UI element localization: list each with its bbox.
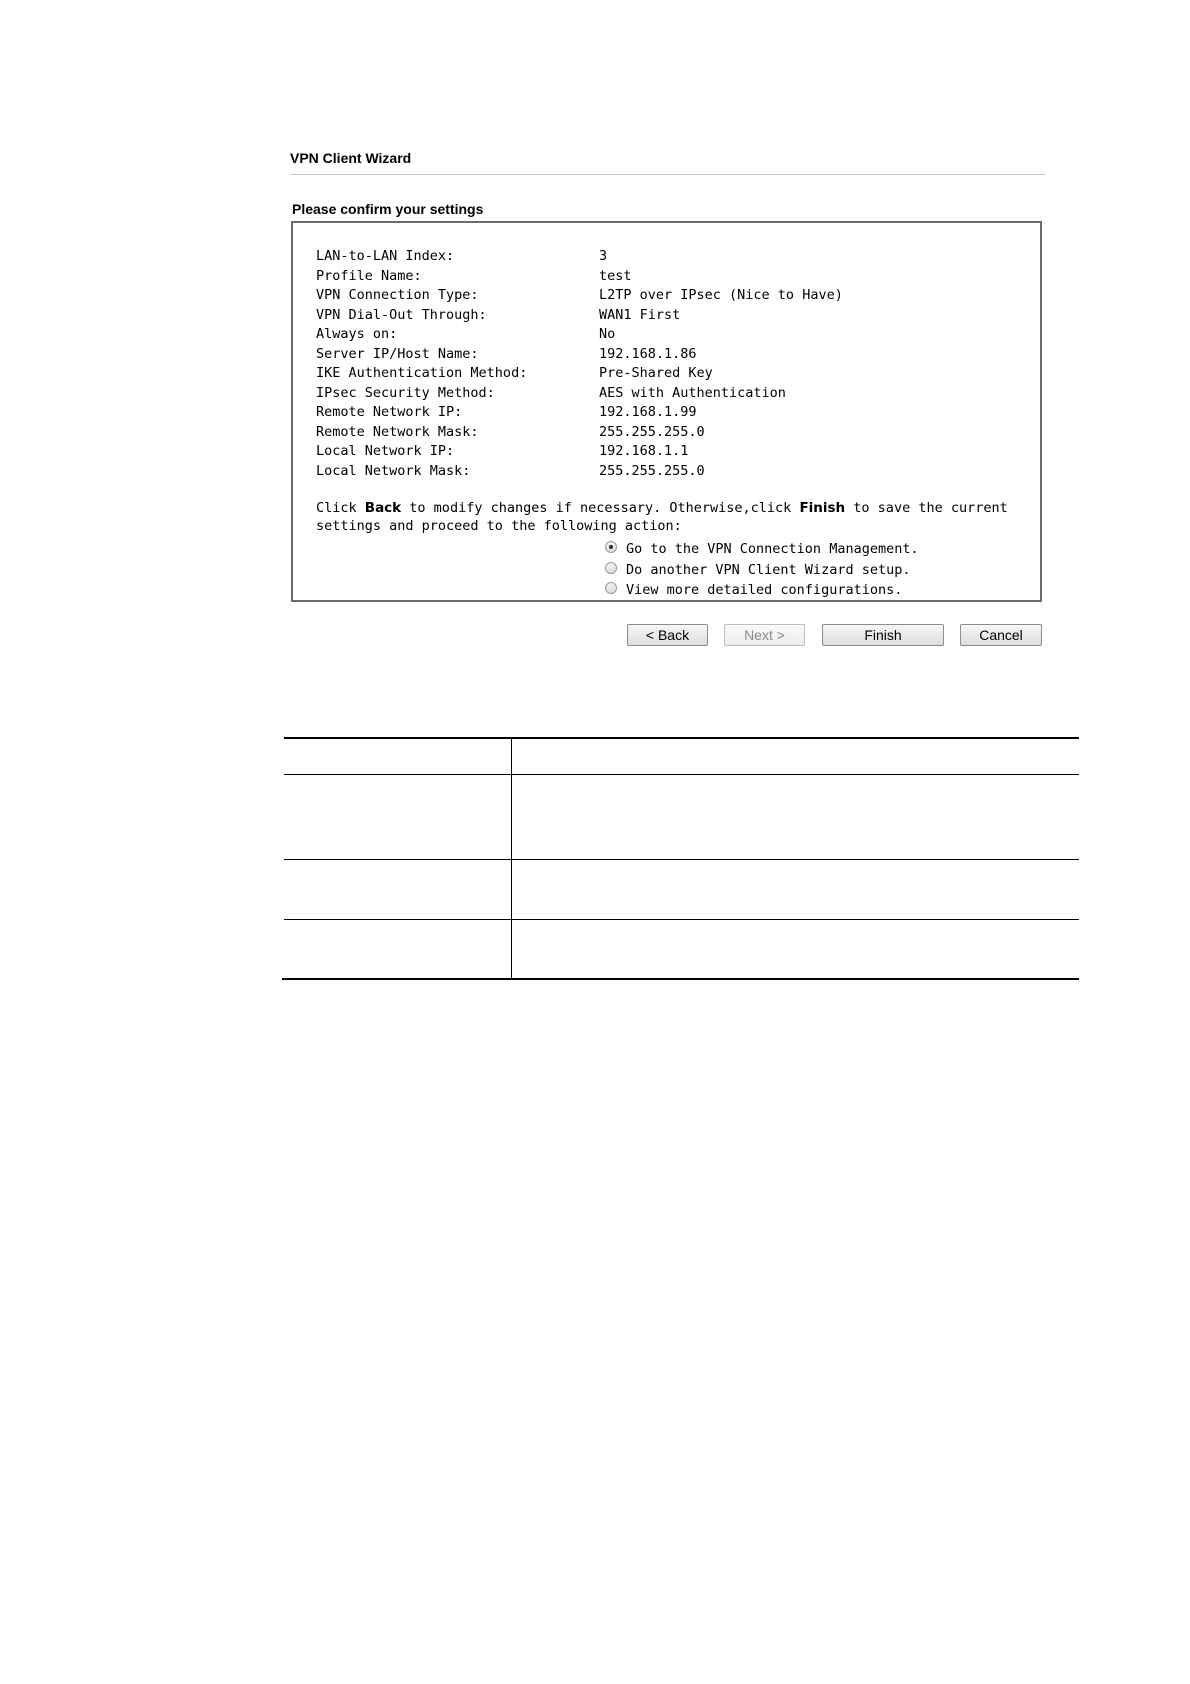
radio-button[interactable]	[605, 582, 617, 594]
radio-button[interactable]	[605, 562, 617, 574]
action-option-vpn-management[interactable]	[605, 539, 919, 560]
setting-row	[316, 306, 843, 326]
table-row-rule	[284, 919, 1079, 920]
setting-value: WAN1 First	[599, 306, 681, 323]
setting-label: Server IP/Host Name:	[316, 345, 479, 362]
setting-label: VPN Connection Type:	[316, 287, 479, 303]
settings-list	[316, 247, 843, 481]
setting-row	[316, 442, 843, 462]
table-column-divider	[511, 737, 512, 980]
table-bottom-rule	[282, 978, 1079, 980]
table-top-rule	[284, 737, 1079, 739]
setting-value: 192.168.1.86	[599, 345, 697, 362]
instructions-finish-word: Finish	[799, 500, 846, 516]
setting-label: Remote Network Mask:	[316, 423, 479, 440]
table-header-rule	[284, 774, 1079, 775]
setting-row	[316, 325, 843, 345]
setting-row	[316, 423, 843, 443]
action-option-label: View more detailed configurations.	[626, 582, 903, 598]
instructions-part1: Click	[316, 500, 365, 516]
settings-panel	[291, 221, 1042, 602]
cancel-button[interactable]: Cancel	[960, 624, 1042, 646]
instructions-back-word: Back	[364, 500, 402, 516]
next-button[interactable]: Next >	[724, 624, 805, 646]
wizard-title: VPN Client Wizard	[290, 150, 412, 166]
setting-value: 255.255.255.0	[599, 423, 705, 440]
setting-value: Pre-Shared Key	[599, 365, 713, 381]
instructions-text	[316, 499, 1026, 535]
action-radio-group	[605, 539, 919, 601]
back-button[interactable]: < Back	[627, 624, 708, 646]
setting-value: L2TP over IPsec (Nice to Have)	[599, 287, 843, 303]
setting-label: VPN Dial-Out Through:	[316, 306, 487, 323]
setting-label: Local Network Mask:	[316, 462, 471, 479]
setting-label: Profile Name:	[316, 267, 422, 284]
setting-label: Remote Network IP:	[316, 404, 463, 420]
action-option-detailed-config[interactable]	[605, 580, 919, 601]
setting-row	[316, 364, 843, 384]
action-option-label: Do another VPN Client Wizard setup.	[626, 561, 911, 578]
setting-value: AES with Authentication	[599, 384, 786, 401]
setting-row	[316, 384, 843, 404]
instructions-part3: to save the current settings and proceed to the following action:	[316, 500, 1008, 534]
setting-value: 192.168.1.99	[599, 404, 697, 420]
action-option-another-wizard[interactable]	[605, 560, 919, 581]
finish-button[interactable]: Finish	[822, 624, 944, 646]
setting-label: Local Network IP:	[316, 443, 455, 459]
empty-doc-table	[282, 737, 1079, 980]
title-divider	[290, 174, 1045, 175]
setting-row	[316, 345, 843, 365]
setting-value: 192.168.1.1	[599, 443, 689, 459]
setting-row	[316, 462, 843, 482]
setting-value: No	[599, 326, 616, 342]
setting-label: LAN-to-LAN Index:	[316, 248, 455, 264]
setting-row	[316, 267, 843, 287]
table-row-rule	[284, 859, 1079, 860]
setting-label: Always on:	[316, 326, 398, 342]
confirm-heading: Please confirm your settings	[292, 201, 484, 217]
setting-row	[316, 286, 843, 306]
setting-row	[316, 247, 843, 267]
setting-row	[316, 403, 843, 423]
setting-value: 255.255.255.0	[599, 462, 705, 479]
instructions-part2: to modify changes if necessary. Otherwise,click	[401, 500, 800, 516]
setting-label: IPsec Security Method:	[316, 384, 495, 401]
radio-button-checked[interactable]	[605, 541, 617, 553]
action-option-label: Go to the VPN Connection Management.	[626, 541, 919, 557]
setting-value: test	[599, 267, 632, 284]
setting-value: 3	[599, 248, 608, 264]
setting-label: IKE Authentication Method:	[316, 365, 528, 381]
